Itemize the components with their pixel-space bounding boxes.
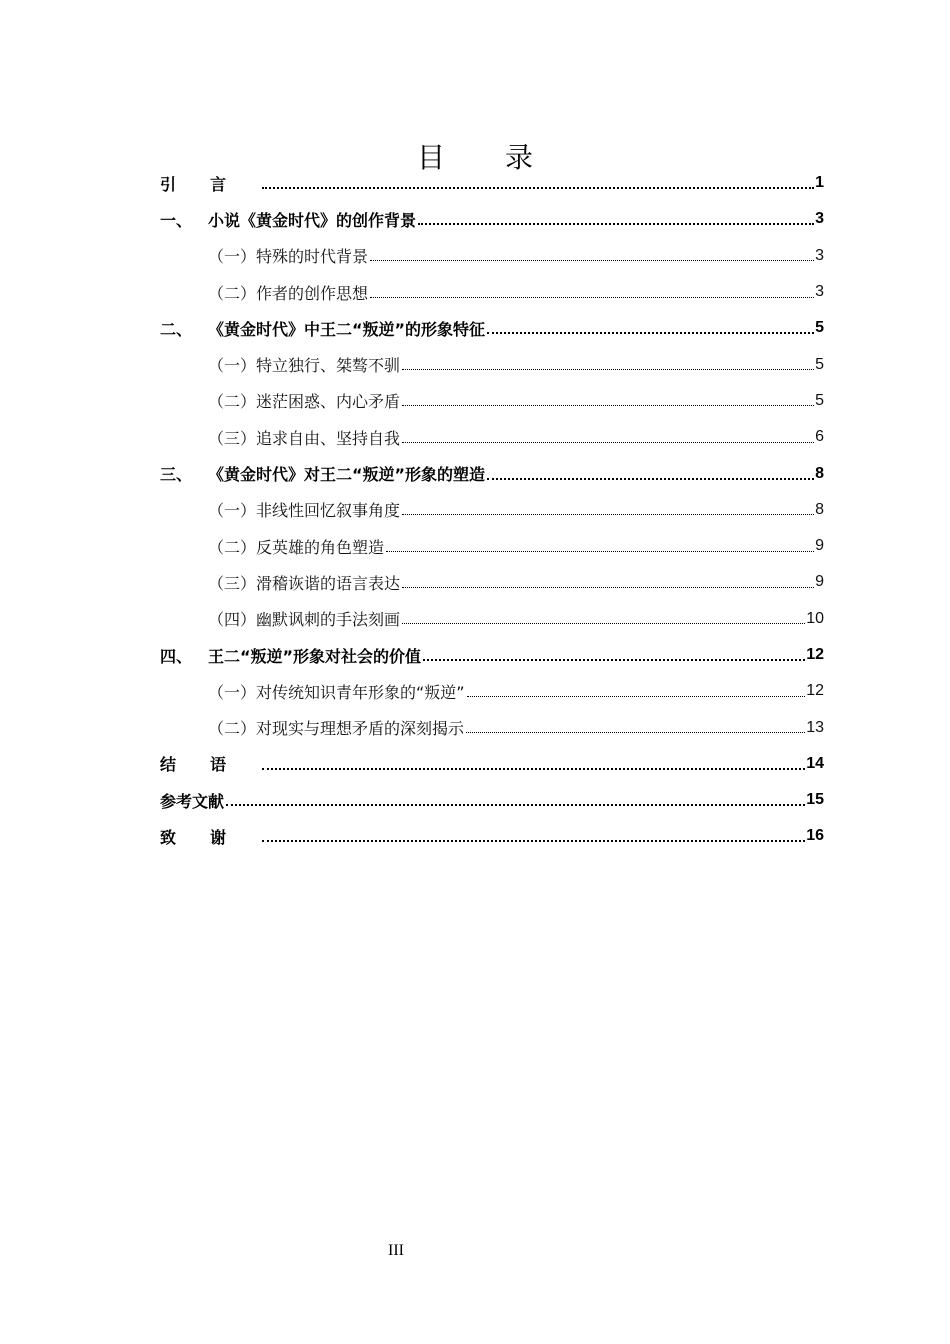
toc-entry-page: 16	[806, 827, 824, 845]
title-char-1: 目	[416, 141, 445, 174]
toc-entry[interactable]	[160, 637, 824, 673]
toc-entry-label	[160, 317, 486, 340]
toc-entry[interactable]	[160, 709, 824, 745]
toc-entry-label	[160, 825, 261, 848]
toc-entry-number: 四、	[160, 646, 193, 666]
toc-entry-text: 小说《黄金时代》的创作背景	[208, 210, 417, 230]
dot-leader	[402, 369, 814, 370]
toc-entry-text: （一）特殊的时代背景	[208, 247, 369, 267]
dot-leader	[370, 260, 814, 261]
dot-leader	[262, 187, 814, 189]
toc-entry-label	[208, 535, 385, 558]
toc-entry[interactable]	[160, 673, 824, 709]
dot-leader	[418, 223, 814, 225]
toc-entry-page: 15	[806, 791, 824, 809]
toc-entry[interactable]	[160, 165, 824, 201]
dot-leader	[487, 478, 814, 480]
toc-entry-number: 二、	[160, 319, 193, 339]
toc-entry-text: （三）滑稽诙谐的语言表达	[208, 573, 401, 593]
toc-entry-label	[208, 571, 401, 594]
toc-entry-text: （一）特立独行、桀骜不驯	[208, 356, 401, 376]
toc-entry-page: 6	[815, 428, 824, 446]
toc-entry-label	[208, 426, 401, 449]
toc-entry-page: 5	[815, 391, 824, 409]
page-number: III	[388, 1242, 404, 1259]
toc-entry-text: （二）对现实与理想矛盾的深刻揭示	[208, 719, 465, 739]
dot-leader	[370, 297, 814, 298]
toc-entry-label	[208, 716, 465, 739]
toc-entry[interactable]	[160, 383, 824, 419]
toc-entry-label	[160, 172, 261, 195]
toc-entry-page: 8	[815, 500, 824, 518]
toc-entry-page: 3	[815, 246, 824, 264]
toc-entry-number: 三、	[160, 465, 193, 485]
toc-entry-page: 5	[815, 355, 824, 373]
toc-entry-page: 8	[815, 464, 824, 482]
toc-entry-text: （一）对传统知识青年形象的“叛逆”	[208, 682, 465, 702]
dot-leader	[402, 587, 814, 588]
toc-entry-label	[160, 644, 422, 667]
toc-entry-text: 参考文献	[160, 791, 225, 811]
toc-entry[interactable]	[160, 419, 824, 455]
dot-leader	[402, 442, 814, 443]
toc-entry-page: 12	[806, 646, 824, 663]
dot-leader	[226, 804, 805, 806]
dot-leader	[262, 840, 805, 842]
table-of-contents	[160, 165, 824, 855]
toc-entry-text: 《黄金时代》对王二“叛逆”形象的塑造	[208, 465, 486, 485]
toc-entry-text: （四）幽默讽刺的手法刻画	[208, 610, 401, 630]
toc-entry-label	[160, 789, 225, 812]
toc-entry-page: 9	[815, 537, 824, 555]
toc-entry[interactable]	[160, 782, 824, 818]
title-char-2: 录	[505, 141, 534, 174]
toc-entry-page: 14	[806, 754, 824, 772]
toc-entry-page: 3	[815, 283, 824, 301]
toc-entry[interactable]	[160, 310, 824, 346]
toc-entry-label	[208, 353, 401, 376]
toc-entry[interactable]	[160, 818, 824, 854]
toc-entry[interactable]	[160, 492, 824, 528]
toc-entry-page: 9	[815, 573, 824, 591]
toc-entry[interactable]	[160, 564, 824, 600]
toc-entry-label	[208, 680, 466, 703]
toc-entry-text: 结语	[160, 755, 261, 775]
dot-leader	[423, 659, 805, 661]
toc-entry-text: （二）反英雄的角色塑造	[208, 537, 385, 557]
toc-entry-label	[208, 244, 369, 267]
toc-entry-text: （三）追求自由、坚持自我	[208, 428, 401, 448]
toc-entry-label	[160, 462, 486, 485]
toc-entry[interactable]	[160, 601, 824, 637]
toc-entry[interactable]	[160, 528, 824, 564]
toc-entry-text: 《黄金时代》中王二“叛逆”的形象特征	[208, 319, 486, 339]
toc-entry-page: 12	[806, 682, 824, 700]
toc-entry-text: （二）迷茫困惑、内心矛盾	[208, 392, 401, 412]
dot-leader	[402, 514, 814, 515]
toc-entry-label	[208, 281, 369, 304]
dot-leader	[402, 405, 814, 406]
toc-entry[interactable]	[160, 238, 824, 274]
toc-entry-text: （二）作者的创作思想	[208, 283, 369, 303]
toc-entry-page: 1	[815, 174, 824, 192]
toc-entry-page: 3	[815, 210, 824, 228]
toc-entry-label	[160, 208, 417, 231]
dot-leader	[402, 623, 805, 624]
dot-leader	[386, 551, 814, 552]
toc-entry-page: 10	[806, 609, 824, 627]
toc-entry-text: 王二“叛逆”形象对社会的价值	[208, 646, 422, 666]
toc-entry-text: （一）非线性回忆叙事角度	[208, 501, 401, 521]
dot-leader	[487, 332, 814, 334]
toc-entry[interactable]	[160, 746, 824, 782]
toc-entry-label	[208, 389, 401, 412]
toc-entry-label	[208, 498, 401, 521]
toc-entry-page: 5	[815, 319, 824, 337]
dot-leader	[466, 732, 805, 733]
toc-entry-page: 13	[806, 718, 824, 736]
toc-entry-label	[160, 752, 261, 775]
toc-entry[interactable]	[160, 201, 824, 237]
toc-entry-text: 致谢	[160, 827, 261, 847]
dot-leader	[262, 768, 805, 770]
toc-entry-text: 引言	[160, 174, 261, 194]
toc-entry-label	[208, 607, 401, 630]
toc-entry[interactable]	[160, 455, 824, 491]
toc-entry[interactable]	[160, 274, 824, 310]
dot-leader	[467, 696, 806, 697]
toc-entry[interactable]	[160, 346, 824, 382]
toc-entry-number: 一、	[160, 210, 193, 230]
